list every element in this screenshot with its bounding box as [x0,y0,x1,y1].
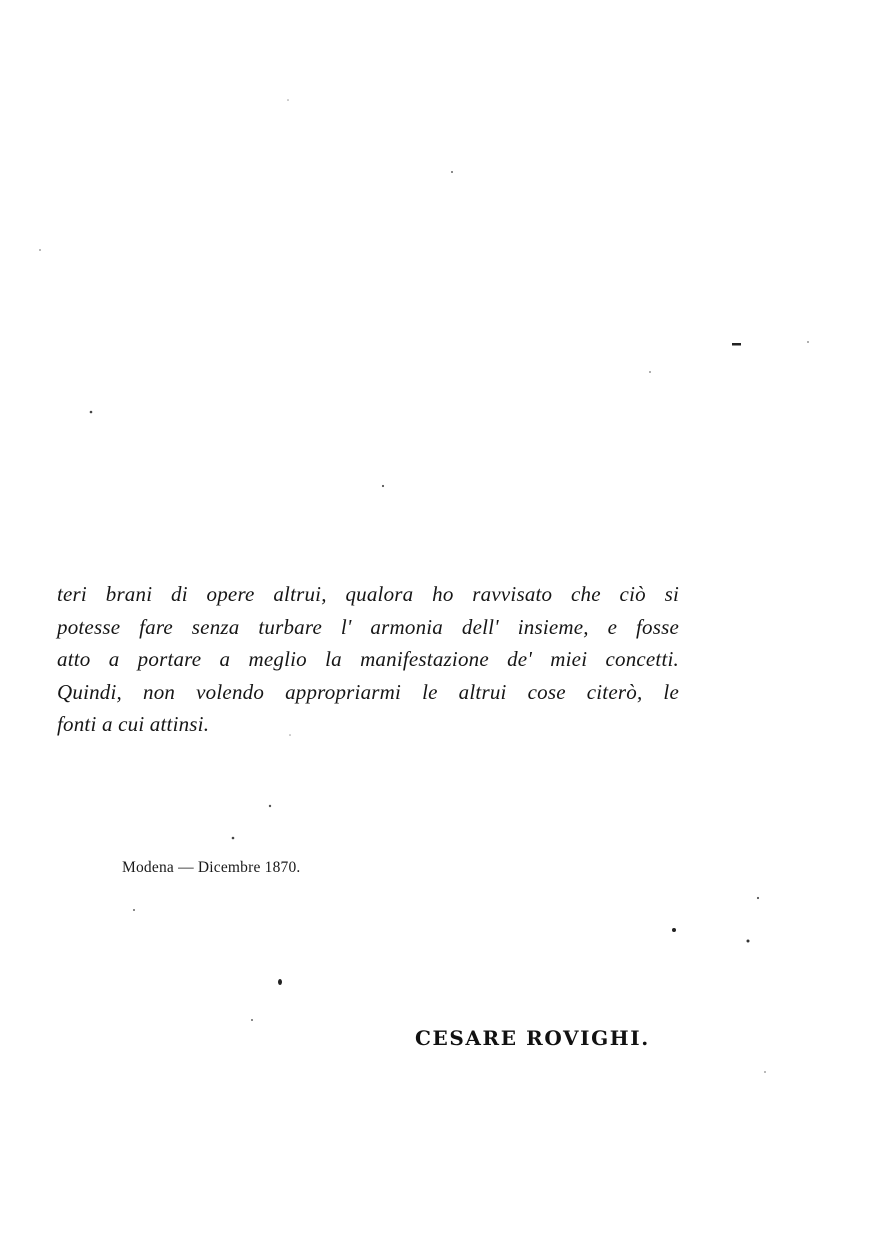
place-date: Modena — Dicembre 1870. [122,859,301,876]
text-line: potesse fare senza turbare l' armonia dell' insieme, e fosse [57,614,679,639]
text-line: Quindi, non volendo appropriarmi le altrui cose citerò, le [57,679,679,704]
text-line: atto a portare a meglio la manifestazione de' miei concetti. [57,647,679,671]
text-line: teri brani di opere altrui, qualora ho ravvisato che ciò si [57,582,679,606]
author-signature: CESARE ROVIGHI. [415,1026,650,1050]
text-line: fonti a cui attinsi. [57,712,210,736]
body-paragraph [57,578,679,741]
